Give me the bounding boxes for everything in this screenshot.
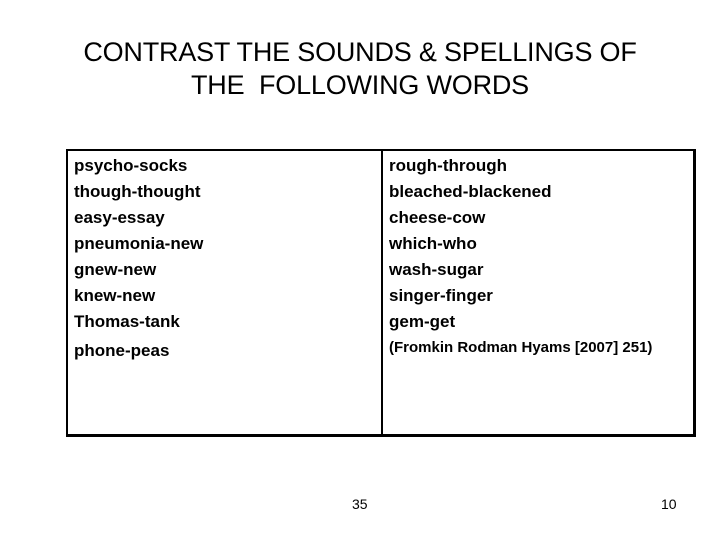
word-pair: which-who — [389, 234, 477, 253]
slide-title-line-2: THE FOLLOWING WORDS — [190, 70, 529, 100]
word-pair: bleached-blackened — [389, 182, 552, 201]
page-number: 10 — [661, 496, 677, 512]
right-column — [389, 153, 652, 359]
word-pairs-table — [66, 149, 696, 437]
column-divider — [381, 151, 383, 434]
word-pair: wash-sugar — [389, 260, 484, 279]
slide-number-center: 35 — [352, 496, 368, 512]
citation: (Fromkin Rodman Hyams [2007] 251) — [389, 339, 653, 356]
left-column — [74, 153, 203, 365]
word-pair: gem-get — [389, 312, 456, 331]
word-pair: easy-essay — [74, 208, 165, 227]
word-pair: gnew-new — [74, 260, 157, 279]
word-pair: psycho-socks — [74, 156, 188, 175]
word-pair: though-thought — [74, 182, 201, 201]
slide-title — [30, 36, 690, 102]
word-pair: knew-new — [74, 286, 156, 305]
slide-title-line-1: CONTRAST THE SOUNDS & SPELLINGS OF — [83, 37, 637, 67]
word-pair: Thomas-tank — [74, 312, 180, 331]
word-pair: rough-through — [389, 156, 508, 175]
word-pair: singer-finger — [389, 286, 493, 305]
word-pair: phone-peas — [74, 341, 170, 360]
word-pair: cheese-cow — [389, 208, 486, 227]
word-pair: pneumonia-new — [74, 234, 204, 253]
